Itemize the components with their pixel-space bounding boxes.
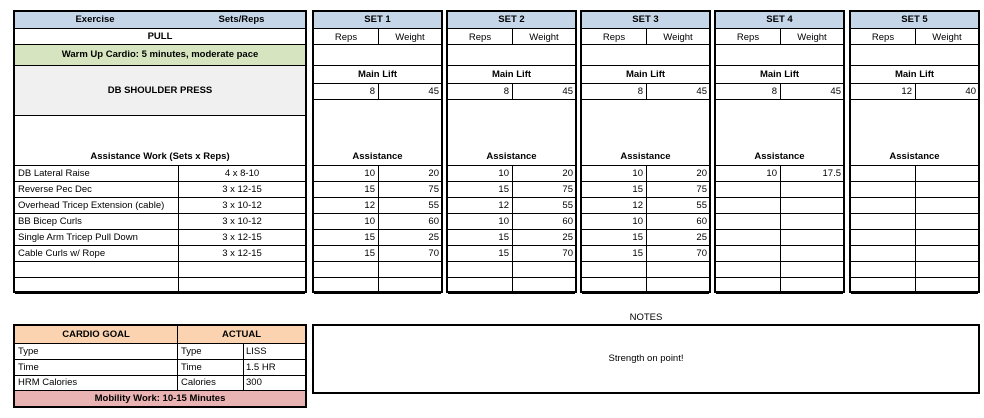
assistance-exercise-scheme: 3 x 10-12 — [222, 216, 262, 227]
main-lift-weight[interactable]: 45 — [696, 86, 707, 97]
assistance-exercise-scheme: 4 x 8-10 — [224, 168, 260, 179]
assistance-exercise-scheme: 3 x 12-15 — [222, 248, 262, 259]
assistance-header: Assistance Work (Sets x Reps) — [90, 151, 230, 162]
assistance-reps[interactable]: 10 — [632, 168, 643, 179]
assistance-weight[interactable]: 75 — [696, 184, 707, 195]
assistance-reps[interactable]: 15 — [498, 232, 509, 243]
assistance-weight[interactable]: 70 — [428, 248, 439, 259]
cardio-actual-value[interactable]: 300 — [246, 377, 262, 388]
assistance-reps[interactable]: 12 — [632, 200, 643, 211]
main-lift-name: DB SHOULDER PRESS — [15, 66, 305, 115]
assistance-exercise-scheme: 3 x 12-15 — [222, 232, 262, 243]
assistance-label: Assistance — [889, 151, 940, 162]
assistance-exercise-name: Cable Curls w/ Rope — [18, 248, 106, 259]
main-lift-label: Main Lift — [625, 69, 666, 80]
assistance-reps[interactable]: 15 — [498, 248, 509, 259]
cardio-actual-value[interactable]: 1.5 HR — [246, 361, 276, 373]
assistance-reps[interactable]: 15 — [632, 184, 643, 195]
assistance-weight[interactable]: 25 — [696, 232, 707, 243]
assistance-reps[interactable]: 10 — [498, 168, 509, 179]
warmup-row: Warm Up Cardio: 5 minutes, moderate pace — [15, 45, 305, 65]
cardio-goal-label: Type — [18, 346, 39, 357]
set-panel-5 — [849, 10, 980, 293]
assistance-reps[interactable]: 15 — [364, 184, 375, 195]
assistance-weight[interactable]: 55 — [562, 200, 573, 211]
assistance-weight[interactable]: 60 — [428, 216, 439, 227]
assistance-weight[interactable]: 75 — [562, 184, 573, 195]
reps-column-label: Reps — [468, 32, 492, 43]
main-lift-reps[interactable]: 12 — [901, 86, 912, 97]
set-panel-3 — [580, 10, 711, 293]
assistance-label: Assistance — [486, 151, 537, 162]
reps-column-label: Reps — [334, 32, 358, 43]
set-title: SET 4 — [716, 12, 843, 28]
assistance-reps[interactable]: 10 — [632, 216, 643, 227]
main-lift-weight[interactable]: 45 — [428, 86, 439, 97]
assistance-reps[interactable]: 15 — [364, 232, 375, 243]
assistance-weight[interactable]: 20 — [428, 168, 439, 179]
cardio-goal-label: HRM Calories — [18, 377, 78, 388]
assistance-weight[interactable]: 25 — [428, 232, 439, 243]
main-lift-label: Main Lift — [759, 69, 800, 80]
assistance-reps[interactable]: 15 — [632, 232, 643, 243]
weight-column-label: Weight — [932, 32, 962, 43]
main-lift-reps[interactable]: 8 — [637, 86, 643, 97]
assistance-weight[interactable]: 20 — [562, 168, 573, 179]
cardio-panel — [13, 324, 307, 408]
cardio-actual-value[interactable]: LISS — [246, 346, 267, 357]
cardio-actual-label: Calories — [181, 377, 216, 388]
assistance-label: Assistance — [620, 151, 671, 162]
mobility-row: Mobility Work: 10-15 Minutes — [15, 391, 305, 406]
set-panel-1 — [312, 10, 443, 293]
notes-text: Strength on point! — [608, 353, 684, 364]
assistance-label: Assistance — [352, 151, 403, 162]
set-title: SET 5 — [851, 12, 978, 28]
main-lift-reps[interactable]: 8 — [771, 86, 777, 97]
assistance-weight[interactable]: 25 — [562, 232, 573, 243]
main-lift-weight[interactable]: 40 — [965, 86, 976, 97]
assistance-reps[interactable]: 15 — [364, 248, 375, 259]
set-panel-4 — [714, 10, 845, 293]
notes-box[interactable] — [312, 324, 980, 394]
cardio-actual-label: Time — [181, 361, 202, 373]
set-title: SET 2 — [448, 12, 575, 28]
assistance-label: Assistance — [754, 151, 805, 162]
assistance-exercise-name: Single Arm Tricep Pull Down — [18, 232, 138, 243]
assistance-exercise-scheme: 3 x 10-12 — [222, 200, 262, 211]
reps-column-label: Reps — [602, 32, 626, 43]
weight-column-label: Weight — [797, 32, 827, 43]
assistance-reps[interactable]: 12 — [498, 200, 509, 211]
weight-column-label: Weight — [529, 32, 559, 43]
assistance-weight[interactable]: 17.5 — [822, 168, 841, 179]
reps-column-label: Reps — [736, 32, 760, 43]
assistance-reps[interactable]: 10 — [364, 168, 375, 179]
assistance-weight[interactable]: 55 — [696, 200, 707, 211]
main-lift-label: Main Lift — [491, 69, 532, 80]
assistance-exercise-name: Overhead Tricep Extension (cable) — [18, 200, 165, 211]
main-lift-reps[interactable]: 8 — [503, 86, 509, 97]
cardio-goal-header: CARDIO GOAL — [15, 326, 177, 343]
assistance-exercise-name: Reverse Pec Dec — [18, 184, 92, 195]
assistance-weight[interactable]: 20 — [696, 168, 707, 179]
cardio-actual-label: Type — [181, 346, 202, 357]
notes-title: NOTES — [629, 312, 663, 323]
main-lift-reps[interactable]: 8 — [369, 86, 375, 97]
assistance-reps[interactable]: 12 — [364, 200, 375, 211]
assistance-exercise-name: DB Lateral Raise — [18, 168, 90, 179]
main-lift-weight[interactable]: 45 — [830, 86, 841, 97]
assistance-reps[interactable]: 10 — [364, 216, 375, 227]
assistance-weight[interactable]: 70 — [562, 248, 573, 259]
cardio-actual-header: ACTUAL — [178, 326, 305, 343]
assistance-weight[interactable]: 55 — [428, 200, 439, 211]
exercise-panel — [13, 10, 307, 293]
assistance-reps[interactable]: 15 — [632, 248, 643, 259]
assistance-reps[interactable]: 10 — [766, 168, 777, 179]
assistance-reps[interactable]: 10 — [498, 216, 509, 227]
assistance-reps[interactable]: 15 — [498, 184, 509, 195]
set-panel-2 — [446, 10, 577, 293]
session-name: PULL — [147, 31, 173, 42]
col-sets-reps-label: Sets/Reps — [218, 14, 265, 25]
set-title: SET 3 — [582, 12, 709, 28]
weight-column-label: Weight — [663, 32, 693, 43]
assistance-exercise-name: BB Bicep Curls — [18, 216, 82, 227]
assistance-exercise-scheme: 3 x 12-15 — [222, 184, 262, 195]
assistance-weight[interactable]: 60 — [562, 216, 573, 227]
cardio-goal-label: Time — [18, 361, 39, 373]
set-title: SET 1 — [314, 12, 441, 28]
reps-column-label: Reps — [871, 32, 895, 43]
main-lift-label: Main Lift — [894, 69, 935, 80]
assistance-weight[interactable]: 60 — [696, 216, 707, 227]
assistance-weight[interactable]: 70 — [696, 248, 707, 259]
assistance-weight[interactable]: 75 — [428, 184, 439, 195]
weight-column-label: Weight — [395, 32, 425, 43]
col-exercise-label: Exercise — [75, 14, 115, 25]
main-lift-label: Main Lift — [357, 69, 398, 80]
main-lift-weight[interactable]: 45 — [562, 86, 573, 97]
